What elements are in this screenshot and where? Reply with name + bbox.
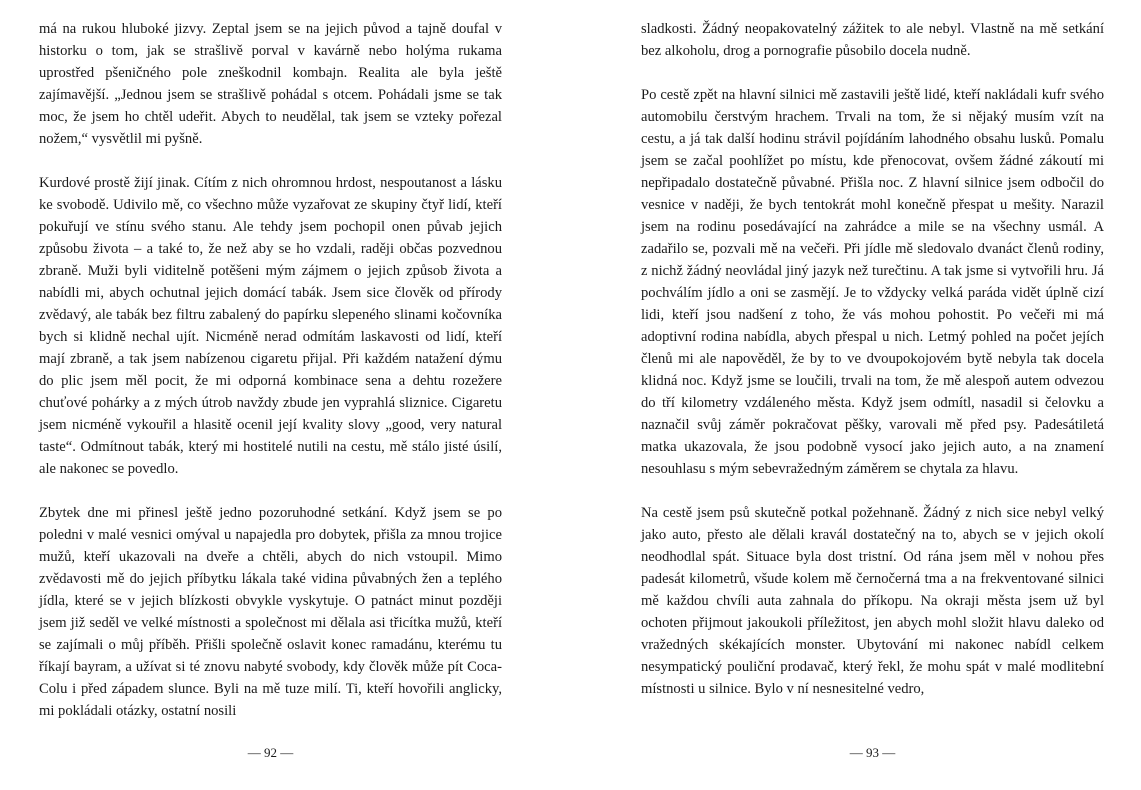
paragraph: má na rukou hluboké jizvy. Zeptal jsem se na jejich původ a tajně doufal v historku o tom, jak se strašlivě porval v kavárně nebo holýma rukama uprostřed pšeničného pole zneškodnil kombajn. Realita ale byla ještě zajímavější. „Jednou jsem se strašlivě pohádal s otcem. Pohádali jsme se tak moc, že jsem ho chtěl udeřit. Abych to neudělal, tak jsem se vzteky pořezal nožem,“ vysvětlil mi pyšně. bbox=[39, 21, 502, 147]
paragraph: Zbytek dne mi přinesl ještě jedno pozoruhodné setkání. Když jsem se po poledni v malé vesnici omýval u napajedla pro dobytek, přišla za mnou trojice mužů, kteří ukazovali na dveře a chtěli, abych do nich vstoupil. Mimo zvědavosti mě do jejich příbytku lákala také vidina půvabných žen a teplého jídla, které se v jejich blízkosti obvykle vyskytuje. O patnáct minut později jsem již seděl ve velké místnosti a společnost mi dělala asi třicítka mužů, kteří se zajímali o můj příběh. Přišli společně oslavit konec ramadánu, kterému tu říkají bayram, a užívat si té znovu nabyté svobody, kdy člověk může pít Coca-Colu i před západem slunce. Byli na mě tuze milí. Ti, kteří hovořili anglicky, mi pokládali otázky, ostatní nosili bbox=[39, 505, 502, 719]
paragraph: Kurdové prostě žijí jinak. Cítím z nich ohromnou hrdost, nespoutanost a lásku ke svobodě. Udivilo mě, co všechno může vyzařovat ze skupiny čtyř lidí, kteří pokuřují ve stínu svého stanu. Ale tehdy jsem pochopil onen půvab jejich způsobu života – a také to, že než aby se ho vzdali, raději občas pozvednou zbraně. Muži byli viditelně potěšeni mým zájmem o jejich způsob života a nabídli mi, abych ochutnal jejich domácí tabák. Jsem sice člověk od přírody zvědavý, ale tabák bez filtru zabalený do papírku slepeného slinami kočovníka bych si klidně nechal ujít. Nicméně nerad odmítám laskavosti od lidí, kteří mají zbraně, a tak jsem nabízenou cigaretu přijal. Při každém natažení dýmu do plic jsem měl pocit, že mi odporná kombinace sena a dehtu rozežere chuťové pohárky a z mých útrob navždy zbude jen vyprahlá sliznice. Cigaretu jsem nicméně vykouřil a hlasitě ocenil její kvality slovy „good, very natural taste“. Odmítnout tabák, který mi hostitelé nutili na cestu, mě stálo jisté úsilí, ale nakonec se povedlo. bbox=[39, 175, 502, 477]
left-page bbox=[39, 18, 502, 718]
page-number-right: — 93 — bbox=[849, 745, 896, 760]
paragraph: sladkosti. Žádný neopakovatelný zážitek to ale nebyl. Vlastně na mě setkání bez alkoholu, drog a pornografie působilo docela nudně. bbox=[641, 21, 1104, 59]
paragraph: Po cestě zpět na hlavní silnici mě zastavili ještě lidé, kteří nakládali kufr svého automobilu čerstvým hrachem. Trvali na tom, že si nějaký musím vzít na cestu, a já tak další hodinu strávil pojídáním lahodného obsahu lusků. Pomalu jsem se začal poohlížet po místu, kde přenocovat, ovšem žádné zákoutí mi nepřipadalo dostatečně půvabné. Přišla noc. Z hlavní silnice jsem odbočil do vesnice v naději, že bych tentokrát mohl konečně přespat u mešity. Narazil jsem na rodinu posedávající na zahrádce a mile se na všechny usmál. A zadařilo se, pozvali mě na večeři. Při jídle mě sledovalo dvanáct členů rodiny, z nichž žádný neovládal jiný jazyk než turečtinu. A tak jsme si vytvořili hru. Já pochválím jídlo a oni se zasmějí. Je to vždycky velká paráda vidět úplně cizí lidi, kteří jsou nadšení z toho, že vás mohou pohostit. Po večeři mi má adoptivní rodina nabídla, abych přespal u nich. Letmý pohled na počet jejích členů mi ale napověděl, že by to ve dvoupokojovém bytě nebyla tak docela klidná noc. Když jsme se loučili, trvali na tom, že mě alespoň autem odvezou do tří kilometry vzdáleného města. Když jsem odmítl, nasadil si čelovku a naznačil svůj záměr pokračovat pěšky, varovali mě před psy. Padesátiletá matka ukazovala, že jsou podobně vysocí jako jejich auto, a na znamení nesouhlasu s mým sebevražedným záměrem se chytala za hlavu. bbox=[641, 87, 1104, 477]
paragraph: Na cestě jsem psů skutečně potkal požehnaně. Žádný z nich sice nebyl velký jako auto, přesto ale dělali kravál dostatečný na to, abych se v jejich okolí neodhodlal spát. Situace byla dost tristní. Od rána jsem měl v nohou přes padesát kilometrů, všude kolem mě černočerná tma a na frekventované silnici mě každou chvíli auta zahnala do příkopu. Na okraji města jsem už byl ochoten přijmout jakoukoli příležitost, jen abych mohl složit hlavu daleko od vražedných skékajících monster. Ubytování mi nakonec nabídl celkem nesympatický pouliční prodavač, který řekl, že mohu spát v malé modlitební místnosti u silnice. Bylo v ní nesnesitelné vedro, bbox=[641, 505, 1104, 697]
right-page bbox=[641, 18, 1104, 718]
page-number-left: — 92 — bbox=[247, 745, 294, 760]
